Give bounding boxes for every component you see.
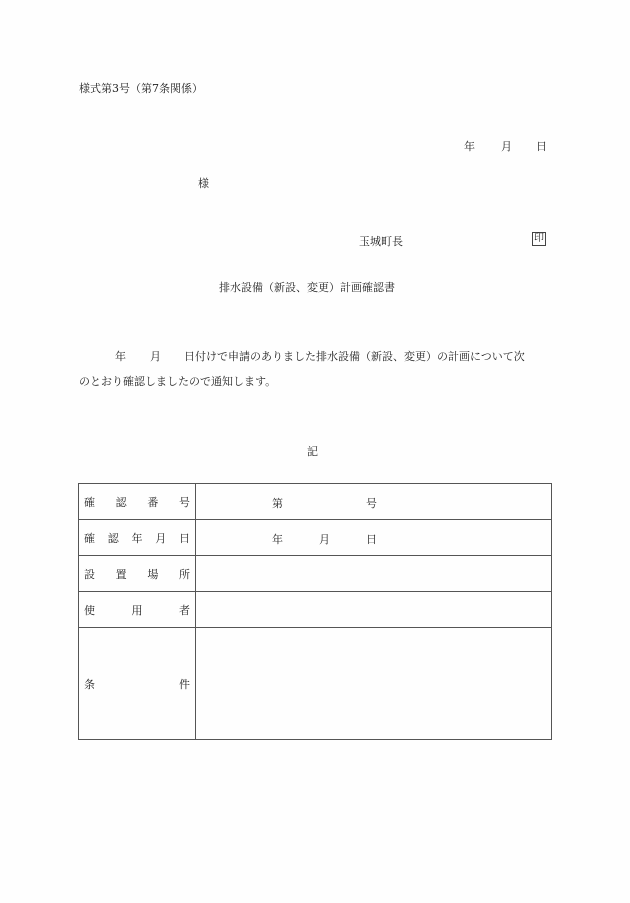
form-number: 様式第3号（第7条関係） [79,82,203,95]
date-year: 年 [464,140,475,153]
document-title: 排水設備（新設、変更）計画確認書 [219,281,395,294]
body-line2: のとおり確認しましたので通知します。 [79,375,277,388]
value-confirmation-date[interactable]: 年 月 日 [196,520,552,556]
body-year: 年 [115,350,126,363]
value-confirmation-number[interactable]: 第 号 [196,484,552,520]
table-row [79,628,552,740]
label-user: 使 用 者 [79,592,196,628]
body-month: 月 [150,350,161,363]
label-installation-location: 設 置 場 所 [79,556,196,592]
label-conditions: 条 件 [79,628,196,740]
issuer: 玉城町長 [359,235,403,248]
value-installation-location[interactable] [196,556,552,592]
seal-mark: 印 [534,233,544,244]
body-line1: 日付けで申請のありました排水設備（新設、変更）の計画について次 [184,350,525,363]
table-row [79,592,552,628]
addressee-suffix: 様 [198,177,209,190]
date-day: 日 [536,140,547,153]
table-row [79,556,552,592]
value-conditions[interactable] [196,628,552,740]
ki-heading: 記 [307,445,318,458]
value-user[interactable] [196,592,552,628]
date-month: 月 [501,140,512,153]
confirmation-table [78,483,552,740]
table-row [79,520,552,556]
table-row [79,484,552,520]
label-confirmation-date: 確 認 年 月 日 [79,520,196,556]
label-confirmation-number: 確 認 番 号 [79,484,196,520]
